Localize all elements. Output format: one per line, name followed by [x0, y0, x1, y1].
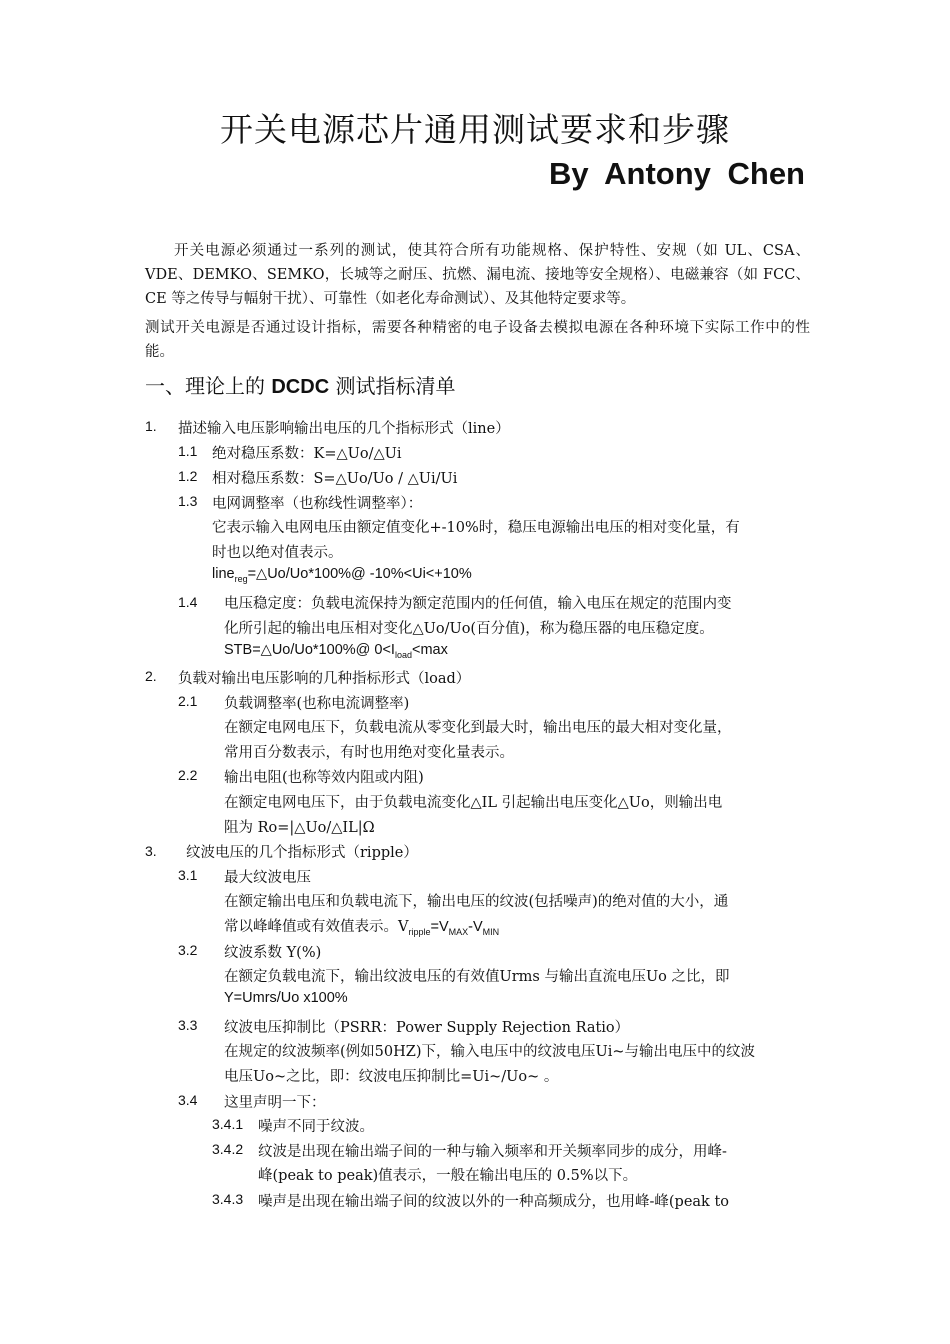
list-item-text: 时也以绝对值表示。: [212, 545, 343, 561]
list-item-text: 电压稳定度：负载电流保持为额定范围内的任何值，输入电压在规定的范围内变: [224, 596, 732, 612]
formula-subscript: ripple: [408, 927, 431, 937]
list-number: 3.1: [178, 867, 198, 883]
list-item-text: 最大纹波电压: [224, 870, 311, 886]
list-number: 1.3: [178, 493, 198, 509]
list-number: 1.4: [178, 594, 198, 610]
list-item-text: 噪声不同于纹波。: [258, 1119, 374, 1135]
section-heading-1: [145, 370, 456, 399]
formula-subscript: reg: [234, 574, 248, 584]
list-number: 3.4: [178, 1092, 198, 1108]
list-item-text: 峰(peak to peak)值表示，一般在输出电压的 0.5%以下。: [258, 1168, 638, 1184]
list-item-text: 在额定电网电压下，由于负载电流变化△IL 引起输出电压变化△Uo，则输出电: [224, 795, 723, 811]
list-item-text: 描述输入电压影响输出电压的几个指标形式（line）: [178, 421, 510, 437]
list-item-text: 纹波是出现在输出端子间的一种与输入频率和开关频率同步的成分，用峰-: [258, 1144, 727, 1160]
list-item-text: 这里声明一下：: [224, 1095, 326, 1111]
list-item-text: 在规定的纹波频率(例如50HZ)下，输入电压中的纹波电压Ui~与输出电压中的纹波: [224, 1044, 755, 1060]
list-number: 3.2: [178, 942, 198, 958]
list-item-text: 电压Uo~之比，即：纹波电压抑制比=Ui~/Uo~ 。: [224, 1069, 559, 1085]
formula-stb: [224, 642, 448, 660]
list-item-text: 电网调整率（也称线性调整率）：: [212, 496, 423, 512]
formula-subscript: MIN: [482, 927, 500, 937]
formula-ripple: [224, 915, 499, 937]
formula-line-reg: [212, 566, 472, 584]
list-item-text: 负载对输出电压影响的几种指标形式（load）: [178, 671, 471, 687]
formula-ripple-coefficient: Y=Umrs/Uo x100%: [224, 990, 348, 1006]
formula-text: STB=△Uo/Uo*100%@ 0<I: [224, 642, 395, 658]
list-item-text: 它表示输入电网电压由额定值变化+-10%时，稳压电源输出电压的相对变化量，有: [212, 520, 740, 536]
list-number: 3.: [145, 843, 157, 859]
list-number: 3.4.1: [212, 1116, 244, 1132]
list-number: 3.4.3: [212, 1191, 244, 1207]
list-number: 2.: [145, 668, 157, 684]
section-heading-prefix: 一、理论上的: [145, 374, 272, 398]
list-item-text: 纹波电压抑制比（PSRR：Power Supply Rejection Ratio）: [224, 1020, 630, 1036]
list-number: 1.2: [178, 468, 198, 484]
formula-subscript: load: [394, 650, 412, 660]
list-item-text: 噪声是出现在输出端子间的纹波以外的一种高频成分，也用峰-峰(peak to: [258, 1194, 730, 1210]
document-title: 开关电源芯片通用测试要求和步骤: [220, 110, 730, 149]
list-number: 1.1: [178, 443, 198, 459]
list-item-text: 在额定输出电压和负载电流下，输出电压的纹波(包括噪声)的绝对值的大小，通: [224, 894, 729, 910]
list-item-text: 在额定电网电压下，负载电流从零变化到最大时，输出电压的最大相对变化量，: [224, 720, 732, 736]
list-item-text: 绝对稳压系数：K=△Uo/△Ui: [212, 446, 402, 462]
intro-paragraph-2: 测试开关电源是否通过设计指标，需要各种精密的电子设备去模拟电源在各种环境下实际工作中的性能。: [145, 320, 810, 360]
section-heading-suffix: 测试指标清单: [329, 374, 456, 398]
formula-text: -V: [468, 919, 483, 935]
formula-text: 常以峰峰值或有效值表示。V: [224, 919, 409, 935]
list-item-text: 纹波系数 Y(%): [224, 945, 322, 961]
formula-text: =△Uo/Uo*100%@ -10%<Ui<+10%: [247, 566, 472, 582]
list-item-text: 输出电阻(也称等效内阻或内阻): [224, 770, 424, 786]
list-number: 2.1: [178, 693, 198, 709]
formula-text: =V: [430, 919, 449, 935]
section-heading-bold: DCDC: [271, 376, 330, 398]
list-item-text: 在额定负载电流下，输出纹波电压的有效值Urms 与输出直流电压Uo 之比，即: [224, 969, 730, 985]
list-item-text: 纹波电压的几个指标形式（ripple）: [186, 845, 418, 861]
list-number: 1.: [145, 418, 157, 434]
intro-paragraph-1: 开关电源必须通过一系列的测试，使其符合所有功能规格、保护特性、安规（如 UL、CSA、VDE、DEMKO、SEMKO，长城等之耐压、抗燃、漏电流、接地等安全规格）、电磁兼容（如 FCC、CE 等之传导与幅射干扰）、可靠性（如老化寿命测试）、及其他特定要求等。: [145, 243, 810, 307]
list-item-text: 相对稳压系数：S=△Uo/Uo / △Ui/Ui: [212, 471, 458, 487]
list-item-text: 阻为 Ro=|△Uo/△IL|Ω: [224, 820, 375, 836]
document-author: By Antony Chen: [549, 156, 805, 191]
list-item-text: 常用百分数表示，有时也用绝对变化量表示。: [224, 745, 514, 761]
formula-text: line: [212, 566, 235, 582]
formula-subscript: MAX: [448, 927, 469, 937]
list-number: 3.3: [178, 1017, 198, 1033]
list-item-text: 负载调整率(也称电流调整率): [224, 696, 410, 712]
list-number: 3.4.2: [212, 1141, 244, 1157]
formula-text: <max: [411, 642, 448, 658]
list-number: 2.2: [178, 767, 198, 783]
list-item-text: 化所引起的输出电压相对变化△Uo/Uo(百分值)，称为稳压器的电压稳定度。: [224, 621, 714, 637]
